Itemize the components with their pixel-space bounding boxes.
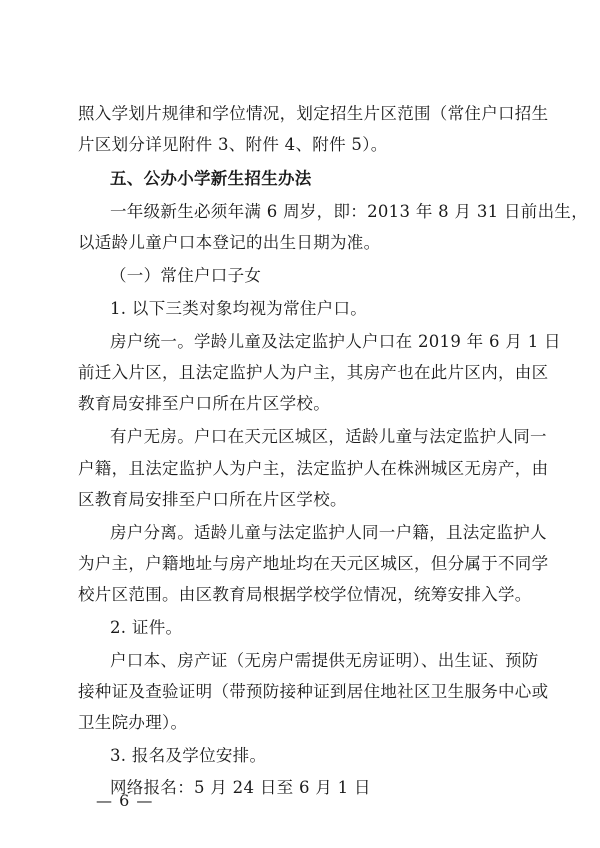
paragraph-line: 房户统一。学龄儿童及法定监护人户口在 2019 年 6 月 1 日 bbox=[110, 332, 561, 351]
page-number: — 6 — bbox=[96, 791, 154, 810]
paragraph-line: 以适龄儿童户口本登记的出生日期为准。 bbox=[78, 233, 381, 252]
paragraph-line: 前迁入片区，且法定监护人为户主，其房产也在此片区内，由区 bbox=[78, 363, 549, 382]
paragraph-line: 照入学划片规律和学位情况，划定招生片区范围（常住户口招生 bbox=[78, 104, 549, 123]
paragraph-line: 一年级新生必须年满 6 周岁，即：2013 年 8 月 31 日前出生， bbox=[110, 202, 588, 221]
paragraph-line: 卫生院办理）。 bbox=[78, 713, 188, 732]
paragraph-line: 为户主，户籍地址与房产地址均在天元区城区，但分属于不同学 bbox=[78, 554, 549, 573]
paragraph-line: 2. 证件。 bbox=[110, 618, 183, 637]
paragraph-line: 片区划分详见附件 3、附件 4、附件 5）。 bbox=[78, 135, 388, 154]
paragraph-line: 校片区范围。由区教育局根据学校学位情况，统筹安排入学。 bbox=[78, 585, 532, 604]
paragraph-line: 1. 以下三类对象均视为常住户口。 bbox=[110, 299, 368, 318]
paragraph-line: 接种证及查验证明（带预防接种证到居住地社区卫生服务中心或 bbox=[78, 682, 549, 701]
paragraph-line: 3. 报名及学位安排。 bbox=[110, 746, 267, 765]
paragraph-line: 有户无房。户口在天元区城区，适龄儿童与法定监护人同一 bbox=[110, 427, 547, 446]
paragraph-line: 教育局安排至户口所在片区学校。 bbox=[78, 394, 330, 413]
subsection-heading: （一）常住户口子女 bbox=[110, 266, 262, 285]
paragraph-line: 户籍，且法定监护人为户主，法定监护人在株洲城区无房产，由 bbox=[78, 459, 549, 478]
paragraph-line: 房户分离。适龄儿童与法定监护人同一户籍，且法定监护人 bbox=[110, 523, 547, 542]
paragraph-line: 网络报名：5 月 24 日至 6 月 1 日 bbox=[110, 778, 371, 797]
section-heading: 五、公办小学新生招生办法 bbox=[110, 169, 312, 188]
paragraph-line: 区教育局安排至户口所在片区学校。 bbox=[78, 490, 347, 509]
paragraph-line: 户口本、房产证（无房户需提供无房证明）、出生证、预防 bbox=[110, 651, 539, 670]
